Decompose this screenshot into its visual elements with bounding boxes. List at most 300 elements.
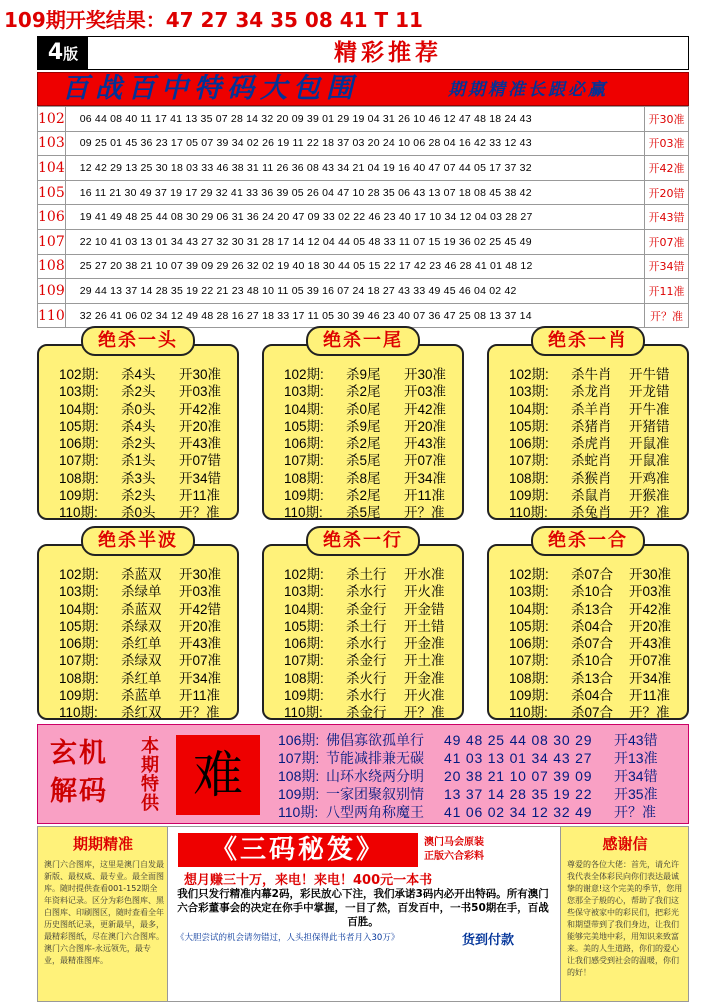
kill-row (284, 566, 445, 583)
kill-cell: 杀5尾 (346, 453, 381, 469)
kill-row (284, 635, 445, 652)
kill-cell: 杀4头 (121, 367, 156, 382)
kill-cell: 杀10合 (571, 653, 614, 669)
special-banner (37, 72, 689, 106)
kill-cell: 105期: (59, 418, 99, 434)
kill-cell: 102期: (509, 567, 549, 582)
cell-res: 开11准 (645, 279, 689, 304)
kill-cell: 杀2头 (121, 384, 156, 400)
kill-cell: 杀10合 (571, 584, 614, 600)
kill-cell: 110期: (284, 505, 323, 521)
kill-cell: 开43准 (179, 636, 222, 652)
riddle-cell: 20 38 21 10 07 39 09 (444, 768, 593, 784)
kill-cell: 杀9尾 (346, 418, 381, 434)
kill-cell: 开42准 (404, 401, 447, 417)
riddle-panel (37, 724, 689, 824)
riddle-cell: 110期: (278, 804, 319, 820)
kill-cell: 杀2头 (121, 488, 156, 504)
kill-cell: 开？准 (404, 505, 445, 521)
cell-per: 108 (38, 254, 66, 279)
riddle-row (278, 803, 658, 821)
kill-cell: 杀8尾 (346, 470, 381, 486)
kill-cell: 开牛错 (629, 367, 670, 382)
kill-row (59, 504, 221, 521)
kill-row (59, 583, 221, 600)
kill-cell: 110期: (509, 705, 548, 721)
kill-cell: 开火准 (404, 688, 445, 704)
kill-row (509, 618, 671, 635)
book-subtitle-2: 正版六合彩料 (424, 851, 484, 862)
kill-box-title: 绝杀一肖 (531, 326, 645, 356)
number-table (37, 106, 689, 328)
kill-cell: 109期: (59, 488, 99, 504)
kill-row (509, 470, 670, 487)
kill-cell: 开火准 (404, 584, 445, 600)
kill-row (59, 687, 221, 704)
kill-cell: 开金准 (404, 670, 445, 686)
kill-cell: 杀蓝双 (121, 567, 162, 582)
kill-cell: 开11准 (179, 688, 221, 704)
kill-cell: 107期: (59, 453, 99, 469)
kill-cell: 开42错 (179, 601, 222, 617)
kill-row (59, 704, 221, 721)
kill-cell: 107期: (59, 653, 99, 669)
kill-cell: 109期: (59, 688, 99, 704)
cell-per: 105 (38, 180, 66, 205)
kill-cell: 108期: (509, 670, 549, 686)
riddle-character: 难 (176, 735, 260, 815)
riddle-cell: 山环水绕两分明 (326, 768, 424, 784)
kill-row (284, 452, 446, 469)
kill-cell: 杀兔肖 (571, 505, 612, 521)
kill-row (59, 601, 221, 618)
kill-cell: 杀金行 (346, 601, 387, 617)
kill-cell: 105期: (509, 618, 549, 634)
kill-cell: 开43准 (629, 636, 672, 652)
cell-nums: 06 44 08 40 11 17 41 13 35 07 28 14 32 20 09 39 01 29 19 04 31 26 10 46 12 47 48 18 24 43 (65, 107, 644, 132)
kill-cell: 杀水行 (346, 584, 387, 600)
kill-cell: 开34错 (179, 470, 222, 486)
kill-cell: 开牛准 (629, 401, 670, 417)
riddle-cell: 108期: (278, 768, 320, 784)
riddle-cell: 107期: (278, 750, 320, 766)
kill-cell: 开11准 (404, 488, 446, 504)
kill-row (59, 435, 221, 452)
kill-row (509, 487, 670, 504)
kill-cell: 104期: (284, 601, 324, 617)
edition-suffix: 版 (63, 45, 79, 63)
kill-cell: 102期: (59, 367, 99, 382)
edition-badge (38, 37, 88, 69)
kill-cell: 杀2尾 (346, 436, 381, 452)
cod-label: 货到付款 (462, 933, 515, 948)
riddle-cell: 开13准 (614, 750, 658, 766)
kill-cell: 106期: (59, 436, 99, 452)
table-row (38, 229, 689, 254)
kill-row (509, 418, 670, 435)
kill-cell: 107期: (284, 653, 324, 669)
cell-nums: 32 26 41 06 02 34 12 49 48 28 16 27 18 33 17 11 05 30 39 46 23 40 07 36 47 25 08 13 37 14 (65, 303, 644, 328)
kill-cell: 109期: (509, 688, 549, 704)
kill-cell: 开20准 (179, 618, 222, 634)
kill-cell: 106期: (509, 436, 549, 452)
kill-cell: 105期: (509, 418, 549, 434)
kill-cell: 杀07合 (571, 567, 614, 582)
kill-cell: 开20准 (179, 418, 222, 434)
cell-res: 开34错 (645, 254, 689, 279)
kill-box (37, 344, 239, 520)
kill-cell: 开30准 (629, 567, 672, 582)
kill-cell: 开水准 (404, 567, 445, 582)
kill-cell: 杀红单 (121, 670, 162, 686)
cell-nums: 19 41 49 48 25 44 08 30 29 06 31 36 24 20 47 09 33 02 22 46 23 40 17 10 34 12 04 03 28 27 (65, 205, 644, 230)
riddle-cell: 八型两角称魔王 (326, 804, 424, 820)
kill-row (509, 652, 671, 669)
table-row (38, 156, 689, 181)
kill-cell: 杀虎肖 (571, 436, 612, 452)
kill-cell: 108期: (509, 470, 549, 486)
kill-cell: 103期: (284, 384, 324, 400)
kill-row (509, 583, 671, 600)
cell-nums: 25 27 20 38 21 10 07 39 09 29 26 32 02 19 40 18 30 44 05 15 22 17 42 23 46 28 41 01 48 12 (65, 254, 644, 279)
kill-cell: 110期: (59, 505, 98, 521)
cell-per: 106 (38, 205, 66, 230)
cell-per: 110 (38, 303, 66, 328)
kill-cell: 开金错 (404, 601, 445, 617)
book-quote: 《大胆尝试的机会请勿错过，人头担保得此书者月入30万》 (176, 933, 400, 943)
kill-row (284, 704, 445, 721)
riddle-label: 玄机解码 (50, 738, 108, 807)
kill-box (262, 544, 464, 720)
kill-cell: 杀绿双 (121, 653, 162, 669)
kill-cell: 109期: (509, 488, 549, 504)
riddle-cell: 41 06 02 34 12 32 49 (444, 804, 593, 820)
right-ad (560, 827, 688, 1001)
banner-sub-text: 期期精准长跟必赢 (448, 80, 608, 100)
kill-cell: 杀金行 (346, 705, 387, 721)
cell-nums: 09 25 01 45 36 23 17 05 07 39 34 02 26 19 11 22 18 37 03 20 24 10 06 28 04 16 42 33 12 43 (65, 131, 644, 156)
kill-cell: 开猪错 (629, 418, 670, 434)
kill-cell: 杀2尾 (346, 488, 381, 504)
kill-cell: 103期: (509, 384, 549, 400)
book-slogan: 想月赚三十万，来电！来电！400元一本书 (184, 873, 433, 888)
kill-cell: 108期: (284, 670, 324, 686)
kill-cell: 105期: (59, 618, 99, 634)
book-title: 《三码秘笈》 (178, 833, 418, 867)
kill-cell: 杀1头 (121, 453, 156, 469)
kill-cell: 杀07合 (571, 705, 614, 721)
kill-cell: 109期: (284, 688, 324, 704)
kill-cell: 103期: (59, 384, 99, 400)
kill-cell: 开11准 (179, 488, 221, 504)
kill-row (284, 652, 445, 669)
kill-cell: 杀猴肖 (571, 470, 612, 486)
kill-cell: 杀04合 (571, 618, 614, 634)
kill-cell: 开07准 (404, 453, 447, 469)
kill-row (284, 504, 446, 521)
cell-per: 107 (38, 229, 66, 254)
kill-cell: 103期: (509, 584, 549, 600)
cell-res: 开03准 (645, 131, 689, 156)
kill-row (59, 635, 221, 652)
cell-res: 开20错 (645, 180, 689, 205)
kill-box-title: 绝杀一合 (531, 526, 645, 556)
kill-row (59, 652, 221, 669)
kill-box-title: 绝杀一头 (81, 326, 195, 356)
kill-cell: 杀鼠肖 (571, 488, 612, 504)
kill-cell: 开土错 (404, 618, 445, 634)
kill-cell: 106期: (284, 436, 324, 452)
left-ad-title: 期期精准 (72, 835, 133, 853)
kill-cell: 杀土行 (346, 567, 387, 582)
kill-cell: 杀4头 (121, 418, 156, 434)
thanks-text: 尊爱的各位大佬：首先，请允许我代表全体彩民向你们表达最诚挚的谢意!这个完美的季节，您用您那全子般的心，帮助了我们这些保守被家中的彩民们，把彩光和期望带到了我们身边，让我们能够完美地中彩，用知识来致富来。美的人生道路，你们的爱心让我们感受到社会的温暖，你们的好！ (567, 860, 683, 977)
kill-cell: 110期: (509, 505, 548, 521)
title-banner (37, 36, 689, 70)
kill-cell: 杀牛肖 (571, 367, 612, 382)
kill-cell: 杀2头 (121, 436, 156, 452)
kill-cell: 开07准 (179, 653, 222, 669)
kill-cell: 杀龙肖 (571, 384, 612, 400)
table-row (38, 131, 689, 156)
cell-nums: 12 42 29 13 25 30 18 03 33 46 38 31 11 26 36 08 43 34 21 04 19 16 40 47 07 44 05 17 37 32 (65, 156, 644, 181)
table-row (38, 279, 689, 304)
kill-cell: 开？准 (179, 505, 220, 521)
kill-cell: 104期: (59, 601, 99, 617)
kill-cell: 开43准 (404, 436, 447, 452)
banner-main-text: 百战百中特码大包围 (62, 73, 359, 104)
kill-cell: 110期: (284, 705, 323, 721)
kill-row (59, 452, 221, 469)
kill-cell: 开03准 (629, 584, 672, 600)
kill-cell: 杀猪肖 (571, 418, 612, 434)
kill-row (284, 383, 446, 400)
riddle-cell: 节能减排兼无碳 (326, 750, 424, 766)
kill-cell: 103期: (59, 584, 99, 600)
riddle-cell: 开43错 (614, 732, 658, 748)
result-header: 109期开奖结果：47 27 34 35 08 41 T 11 (4, 8, 423, 32)
kill-row (284, 583, 445, 600)
kill-cell: 开34准 (404, 470, 447, 486)
kill-cell: 杀蛇肖 (571, 453, 612, 469)
kill-row (509, 401, 670, 418)
riddle-cell: 41 03 13 01 34 43 27 (444, 750, 593, 766)
cell-res: 开42准 (645, 156, 689, 181)
kill-cell: 杀红单 (121, 636, 162, 652)
kill-row (59, 401, 221, 418)
cell-nums: 29 44 13 37 14 28 35 19 22 21 23 48 10 11 05 39 16 07 24 18 27 43 33 49 45 46 04 02 42 (65, 279, 644, 304)
kill-cell: 开？准 (629, 505, 670, 521)
kill-box (487, 344, 689, 520)
cell-per: 104 (38, 156, 66, 181)
kill-row (509, 670, 671, 687)
riddle-row (278, 785, 658, 803)
bottom-ad-section (37, 826, 689, 1002)
kill-cell: 杀红双 (121, 705, 162, 721)
kill-cell: 开龙错 (629, 384, 670, 400)
kill-row (59, 366, 221, 383)
kill-row (509, 383, 670, 400)
kill-row (59, 383, 221, 400)
kill-cell: 杀13合 (571, 601, 614, 617)
kill-box-title: 绝杀一行 (306, 526, 420, 556)
riddle-cell: 49 48 25 44 08 30 29 (444, 732, 593, 748)
kill-cell: 杀13合 (571, 670, 614, 686)
kill-cell: 杀水行 (346, 688, 387, 704)
kill-cell: 102期: (284, 567, 324, 582)
kill-cell: 开11准 (629, 688, 671, 704)
riddle-cell: 佛倡寡欲孤单行 (326, 732, 424, 748)
kill-cell: 110期: (59, 705, 98, 721)
riddle-cell: 13 37 14 28 35 19 22 (444, 786, 593, 802)
cell-nums: 16 11 21 30 49 37 19 17 29 32 41 33 36 39 05 26 04 47 10 28 35 06 43 13 07 18 08 45 38 42 (65, 180, 644, 205)
cell-per: 109 (38, 279, 66, 304)
page-heading: 精彩推荐 (334, 40, 442, 66)
kill-cell: 开07错 (179, 453, 222, 469)
riddle-row (278, 767, 658, 785)
kill-cell: 杀0尾 (346, 401, 381, 417)
kill-cell: 开30准 (179, 367, 222, 382)
kill-cell: 杀5尾 (346, 505, 381, 521)
kill-cell: 106期: (59, 636, 99, 652)
kill-cell: 105期: (284, 418, 324, 434)
kill-cell: 开03准 (404, 384, 447, 400)
riddle-row (278, 731, 658, 749)
kill-row (284, 487, 446, 504)
kill-row (284, 601, 445, 618)
kill-cell: 102期: (284, 367, 324, 382)
kill-cell: 开43准 (179, 436, 222, 452)
kill-cell: 杀9尾 (346, 367, 381, 382)
table-row (38, 107, 689, 132)
kill-cell: 杀金行 (346, 653, 387, 669)
kill-cell: 开34准 (179, 670, 222, 686)
kill-row (59, 418, 221, 435)
kill-row (509, 687, 671, 704)
table-row (38, 254, 689, 279)
kill-cell: 开30准 (179, 567, 222, 582)
kill-row (509, 566, 671, 583)
kill-box (262, 344, 464, 520)
kill-row (284, 435, 446, 452)
kill-cell: 开？准 (404, 705, 445, 721)
kill-cell: 开鼠准 (629, 436, 670, 452)
kill-cell: 开？准 (179, 705, 220, 721)
kill-cell: 开鸡准 (629, 470, 670, 486)
book-subtitle-1: 澳门马会原装 (424, 837, 484, 848)
kill-cell: 108期: (284, 470, 324, 486)
cell-per: 102 (38, 107, 66, 132)
kill-cell: 102期: (59, 567, 99, 582)
kill-cell: 杀土行 (346, 618, 387, 634)
kill-cell: 107期: (284, 453, 324, 469)
kill-row (509, 452, 670, 469)
kill-cell: 杀绿双 (121, 618, 162, 634)
cell-res: 开？准 (645, 303, 689, 328)
kill-cell: 开20准 (629, 618, 672, 634)
kill-box-title: 绝杀一尾 (306, 326, 420, 356)
left-ad (38, 827, 168, 1001)
kill-cell: 开金准 (404, 636, 445, 652)
kill-cell: 105期: (284, 618, 324, 634)
kill-cell: 107期: (509, 653, 549, 669)
kill-cell: 杀水行 (346, 636, 387, 652)
kill-row (59, 618, 221, 635)
kill-cell: 杀蓝单 (121, 688, 162, 704)
riddle-cell: 开35准 (614, 786, 658, 802)
table-row (38, 303, 689, 328)
edition-number: 4 (47, 40, 64, 65)
left-ad-text: 澳门六合图库，这里是澳门自发最新版、最权威、最专业。最全面图库。随时提供查看001-152期全年资料记录。区分为彩色图库、黑白图库、印刷图区，随时查看全年历史图纸记录，更新最早，最多，最精彩图纸，尽在澳门六合图库。澳门六合图库-永远领先，最专业，最精准图库。 (44, 860, 164, 965)
kill-cell: 102期: (509, 367, 549, 382)
kill-cell: 开34准 (629, 670, 672, 686)
thanks-title: 感谢信 (602, 835, 648, 853)
kill-cell: 杀3头 (121, 470, 156, 486)
book-description: 我们只发行精准内幕2码，彩民放心下注，我们承诺3码内必开出特码。所有澳门六合彩董事会的决定在你手中掌握，一目了然，百发百中，一书50期在手，百战百胜。 (177, 888, 549, 928)
riddle-cell: 106期: (278, 732, 320, 748)
kill-cell: 开42准 (179, 401, 222, 417)
kill-cell: 106期: (284, 636, 324, 652)
kill-row (284, 670, 445, 687)
kill-cell: 107期: (509, 453, 549, 469)
kill-cell: 杀2尾 (346, 384, 381, 400)
kill-cell: 开20准 (404, 418, 447, 434)
kill-cell: 108期: (59, 470, 99, 486)
kill-row (509, 366, 670, 383)
kill-cell: 开鼠准 (629, 453, 670, 469)
riddle-cell: 开？准 (614, 804, 656, 820)
kill-row (59, 470, 221, 487)
kill-cell: 杀04合 (571, 688, 614, 704)
riddle-cell: 开34错 (614, 768, 658, 784)
kill-row (59, 566, 221, 583)
kill-cell: 108期: (59, 670, 99, 686)
kill-row (509, 635, 671, 652)
kill-row (509, 435, 670, 452)
kill-cell: 109期: (284, 488, 324, 504)
table-row (38, 205, 689, 230)
riddle-cell: 109期: (278, 786, 320, 802)
kill-cell: 杀羊肖 (571, 401, 612, 417)
kill-row (284, 618, 445, 635)
kill-cell: 杀0头 (121, 505, 156, 521)
kill-box-title: 绝杀半波 (81, 526, 195, 556)
kill-row (59, 487, 221, 504)
cell-res: 开07准 (645, 229, 689, 254)
kill-cell: 杀蓝双 (121, 601, 162, 617)
cell-per: 103 (38, 131, 66, 156)
kill-cell: 103期: (284, 584, 324, 600)
kill-cell: 106期: (509, 636, 549, 652)
kill-box (487, 544, 689, 720)
cell-nums: 22 10 41 03 13 01 34 43 27 32 30 31 28 17 14 12 04 44 05 48 33 11 07 15 19 36 02 25 45 49 (65, 229, 644, 254)
kill-cell: 开07准 (629, 653, 672, 669)
kill-row (284, 470, 446, 487)
kill-cell: 104期: (59, 401, 99, 417)
kill-row (284, 366, 446, 383)
kill-row (509, 504, 670, 521)
kill-cell: 104期: (509, 401, 549, 417)
kill-cell: 杀火行 (346, 670, 387, 686)
kill-row (509, 704, 671, 721)
center-ad (168, 827, 560, 1001)
kill-cell: 开03准 (179, 584, 222, 600)
kill-box (37, 544, 239, 720)
kill-cell: 104期: (284, 401, 324, 417)
riddle-list (278, 731, 658, 821)
kill-cell: 开30准 (404, 367, 447, 382)
riddle-row (278, 749, 658, 767)
